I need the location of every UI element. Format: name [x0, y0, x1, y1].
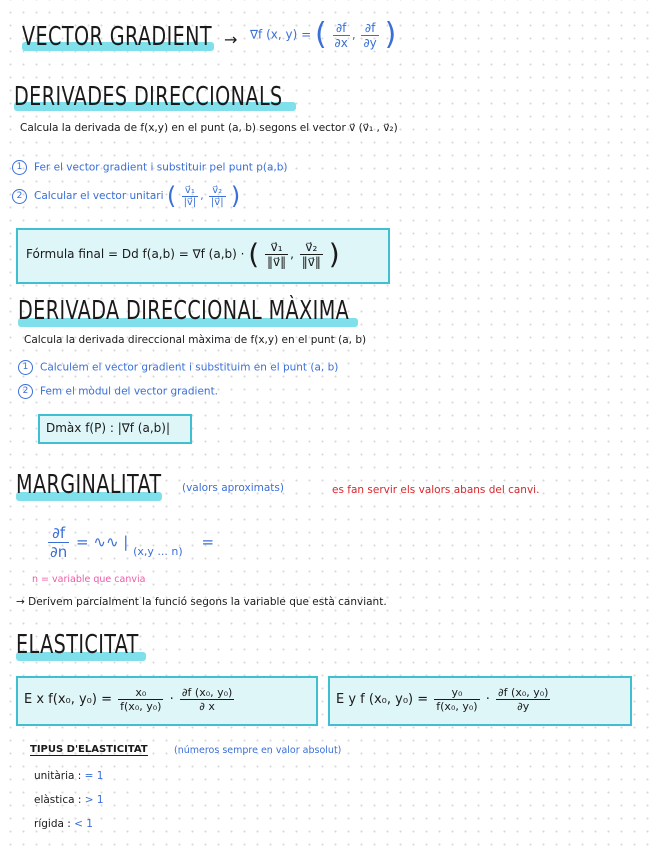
marginalitat-note: (valors aproximats): [182, 482, 284, 494]
type-rigida: rígida : < 1: [34, 818, 93, 830]
right-paren: ): [384, 17, 397, 52]
maxima-intro: Calcula la derivada direccional màxima de f(x,y) en el punt (a, b): [24, 334, 367, 346]
derivades-step-2: 2 Calcular el vector unitari ( $\frac{\text{v⃗₁}}{|v⃗|}$ , $\frac{\text{v⃗₂}}{|v⃗|}$ ): [12, 184, 240, 208]
df-dx: $\frac{\partial f}{\partial x}$: [334, 20, 348, 50]
ey-lhs: E y f (x₀, y₀) =: [336, 692, 429, 707]
final-formula-label: Fórmula final = Dd f(a,b) = ∇f (a,b) ·: [26, 247, 245, 261]
tipus-note: (números sempre en valor absolut): [174, 745, 342, 756]
ex-lhs: E x f(x₀, y₀) =: [24, 692, 112, 707]
arrow-icon: →: [224, 30, 238, 49]
final-formula-box: Fórmula final = Dd f(a,b) = ∇f (a,b) · ( $\frac{\text{v⃗₁}}{‖v⃗‖}$ , $\frac{\text{v⃗₂}}{‖v⃗‖}$ ): [16, 228, 390, 284]
derive-note: → Derivem parcialment la funció segons la variable que està canviant.: [16, 596, 387, 608]
type-unitaria: unitària : = 1: [34, 770, 104, 782]
maxima-step-1: 1 Calculem el vector gradient i substituim en el punt (a, b): [18, 360, 338, 375]
maxima-step-2: 2 Fem el mòdul del vector gradient.: [18, 384, 218, 399]
variable-note: n = variable que canvia: [32, 574, 146, 585]
dmax-formula: Dmàx f(P) : |∇f (a,b)|: [46, 421, 170, 435]
ex-box: E x f(x₀, y₀) = $\frac{\text{x₀}}{\text{f(x₀, y₀)}}$ · $\frac{\text{∂f (x₀, y₀)}}{\partial x}$: [16, 676, 318, 726]
gradient-lhs: ∇f (x, y) =: [250, 27, 312, 42]
maxima-title: DERIVADA DIRECCIONAL MÀXIMA: [18, 296, 350, 326]
left-paren: (: [314, 17, 327, 52]
df-dy: $\frac{\partial f}{\partial y}$: [363, 20, 377, 50]
type-elastica: elàstica : > 1: [34, 794, 104, 806]
derivades-intro: Calcula la derivada de f(x,y) en el punt (a, b) segons el vector v⃗ (v⃗₁ , v⃗₂): [20, 122, 398, 134]
gradient-formula: ∇f (x, y) = ( $\frac{\partial f}{\partial x}$ , $\frac{\partial f}{\partial y}$ ): [250, 17, 397, 52]
marginalitat-title: MARGINALITAT: [16, 470, 162, 500]
elasticitat-title: ELASTICITAT: [16, 630, 139, 660]
marginalitat-note-red: es fan servir els valors abans del canvi.: [332, 484, 540, 496]
dmax-box: [38, 414, 192, 444]
vector-gradient-title: VECTOR GRADIENT: [22, 22, 213, 52]
derivades-title: DERIVADES DIRECCIONALS: [14, 82, 283, 112]
marginal-formula: $\frac{\partial f}{\partial n}$ = ∿∿ | $_{(x,y ... n)}$ =: [50, 524, 215, 561]
ey-box: E y f (x₀, y₀) = $\frac{\text{y₀}}{\text{f(x₀, y₀)}}$ · $\frac{\text{∂f (x₀, y₀)}}{\partial y}$: [328, 676, 632, 726]
tipus-title: TIPUS D'ELASTICITAT: [30, 744, 148, 755]
derivades-step-1: 1 Fer el vector gradient i substituir pel punt p(a,b): [12, 160, 288, 175]
